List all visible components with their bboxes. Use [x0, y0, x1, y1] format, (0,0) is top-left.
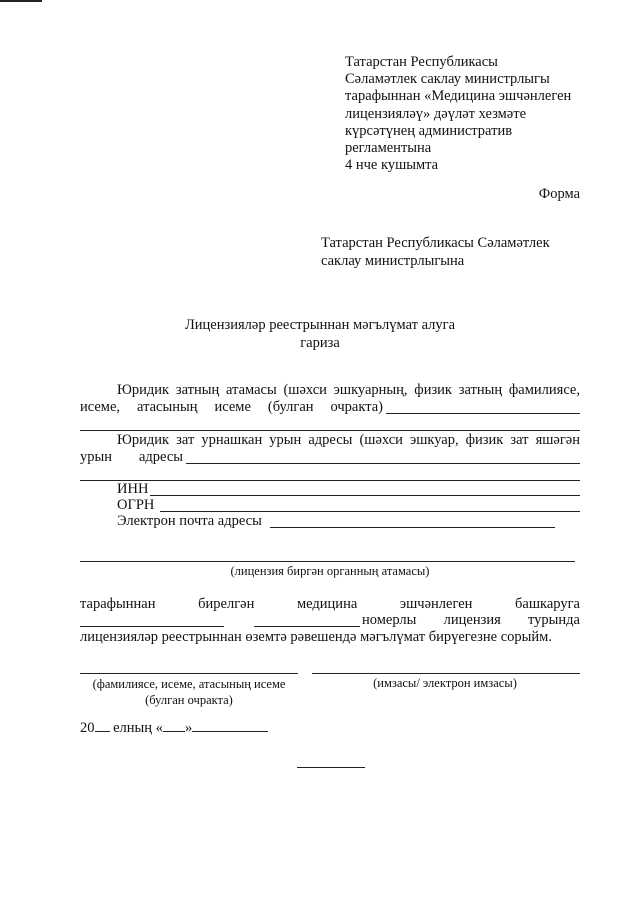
authority-field[interactable] — [80, 561, 575, 562]
date-month-field[interactable] — [192, 719, 268, 732]
address-field[interactable] — [186, 463, 580, 464]
address-label-cont: урын адресы — [80, 449, 183, 465]
date-line — [80, 719, 268, 737]
full-name-caption — [80, 676, 298, 708]
inn-field[interactable] — [150, 495, 580, 496]
date-day-field[interactable] — [163, 719, 185, 732]
end-separator — [297, 767, 365, 768]
approval-line: күрсәтүнең административ — [345, 122, 513, 139]
license-number-field[interactable] — [254, 626, 360, 627]
approval-line: регламентына — [345, 140, 432, 157]
address-field-line-2[interactable] — [80, 480, 580, 481]
approval-line: 4 нче кушымта — [345, 157, 439, 174]
full-name-caption-line-1: (фамилиясе, исеме, атасының исеме — [92, 677, 286, 691]
request-text-line-2: номерлы лицензия турында — [362, 612, 580, 628]
entity-name-field[interactable] — [386, 413, 580, 414]
signature-field[interactable] — [312, 673, 580, 674]
signature-caption: (имзасы/ электрон имзасы) — [373, 676, 517, 690]
form-label: Форма — [538, 186, 580, 202]
full-name-caption-line-2: (булган очракта) — [145, 693, 233, 707]
license-holder-field[interactable] — [80, 626, 224, 627]
addressee-line-1: Татарстан Республикасы Сәламәтлек — [321, 235, 550, 251]
ogrn-field[interactable] — [160, 511, 580, 512]
approval-line: лицензияләү» дәүләт хезмәте — [345, 105, 527, 122]
authority-caption: (лицензия биргән органның атамасы) — [230, 564, 430, 578]
email-label: Электрон почта адресы — [117, 513, 262, 529]
top-edge-mark — [0, 0, 42, 2]
email-field[interactable] — [270, 527, 555, 528]
date-year-suffix: елның « — [113, 720, 163, 736]
date-quote-close: » — [184, 720, 193, 736]
date-year-field[interactable] — [95, 719, 110, 732]
entity-name-label: Юридик затның атамасы (шәхси эшкуарның, физик затның фамилиясе, — [117, 382, 580, 398]
addressee-block — [321, 234, 550, 270]
addressee-line-2: саклау министрлыгына — [321, 253, 465, 269]
request-text-line-3: лицензияләр реестрыннан өземтә рәвешендә мәгълүмат бирүегезне сорыйм. — [80, 629, 552, 645]
approval-line: Татарстан Республикасы — [345, 54, 498, 70]
approval-line: Сәламәтлек саклау министрлыгы — [345, 71, 550, 88]
document-title — [0, 316, 640, 352]
entity-name-field-line-2[interactable] — [80, 430, 580, 431]
entity-name-label-cont: исеме, атасының исеме (булган очракта) — [80, 399, 383, 415]
address-label: Юридик зат урнашкан урын адресы (шәхси эшкуар, физик зат яшәгән — [117, 432, 580, 448]
request-text-line-1: тарафыннан бирелгән медицина эшчәнлеген башкаруга — [80, 596, 580, 612]
title-line-1: Лицензияләр реестрыннан мәгълүмат алуга — [184, 317, 456, 333]
approval-line: тарафыннан «Медицина эшчәнлеген — [345, 88, 572, 105]
title-line-2: гариза — [300, 335, 340, 351]
date-year-prefix: 20 — [80, 720, 95, 736]
inn-label: ИНН — [117, 481, 149, 497]
ogrn-label: ОГРН — [117, 497, 155, 513]
full-name-field[interactable] — [80, 673, 298, 674]
approval-block — [345, 54, 571, 174]
